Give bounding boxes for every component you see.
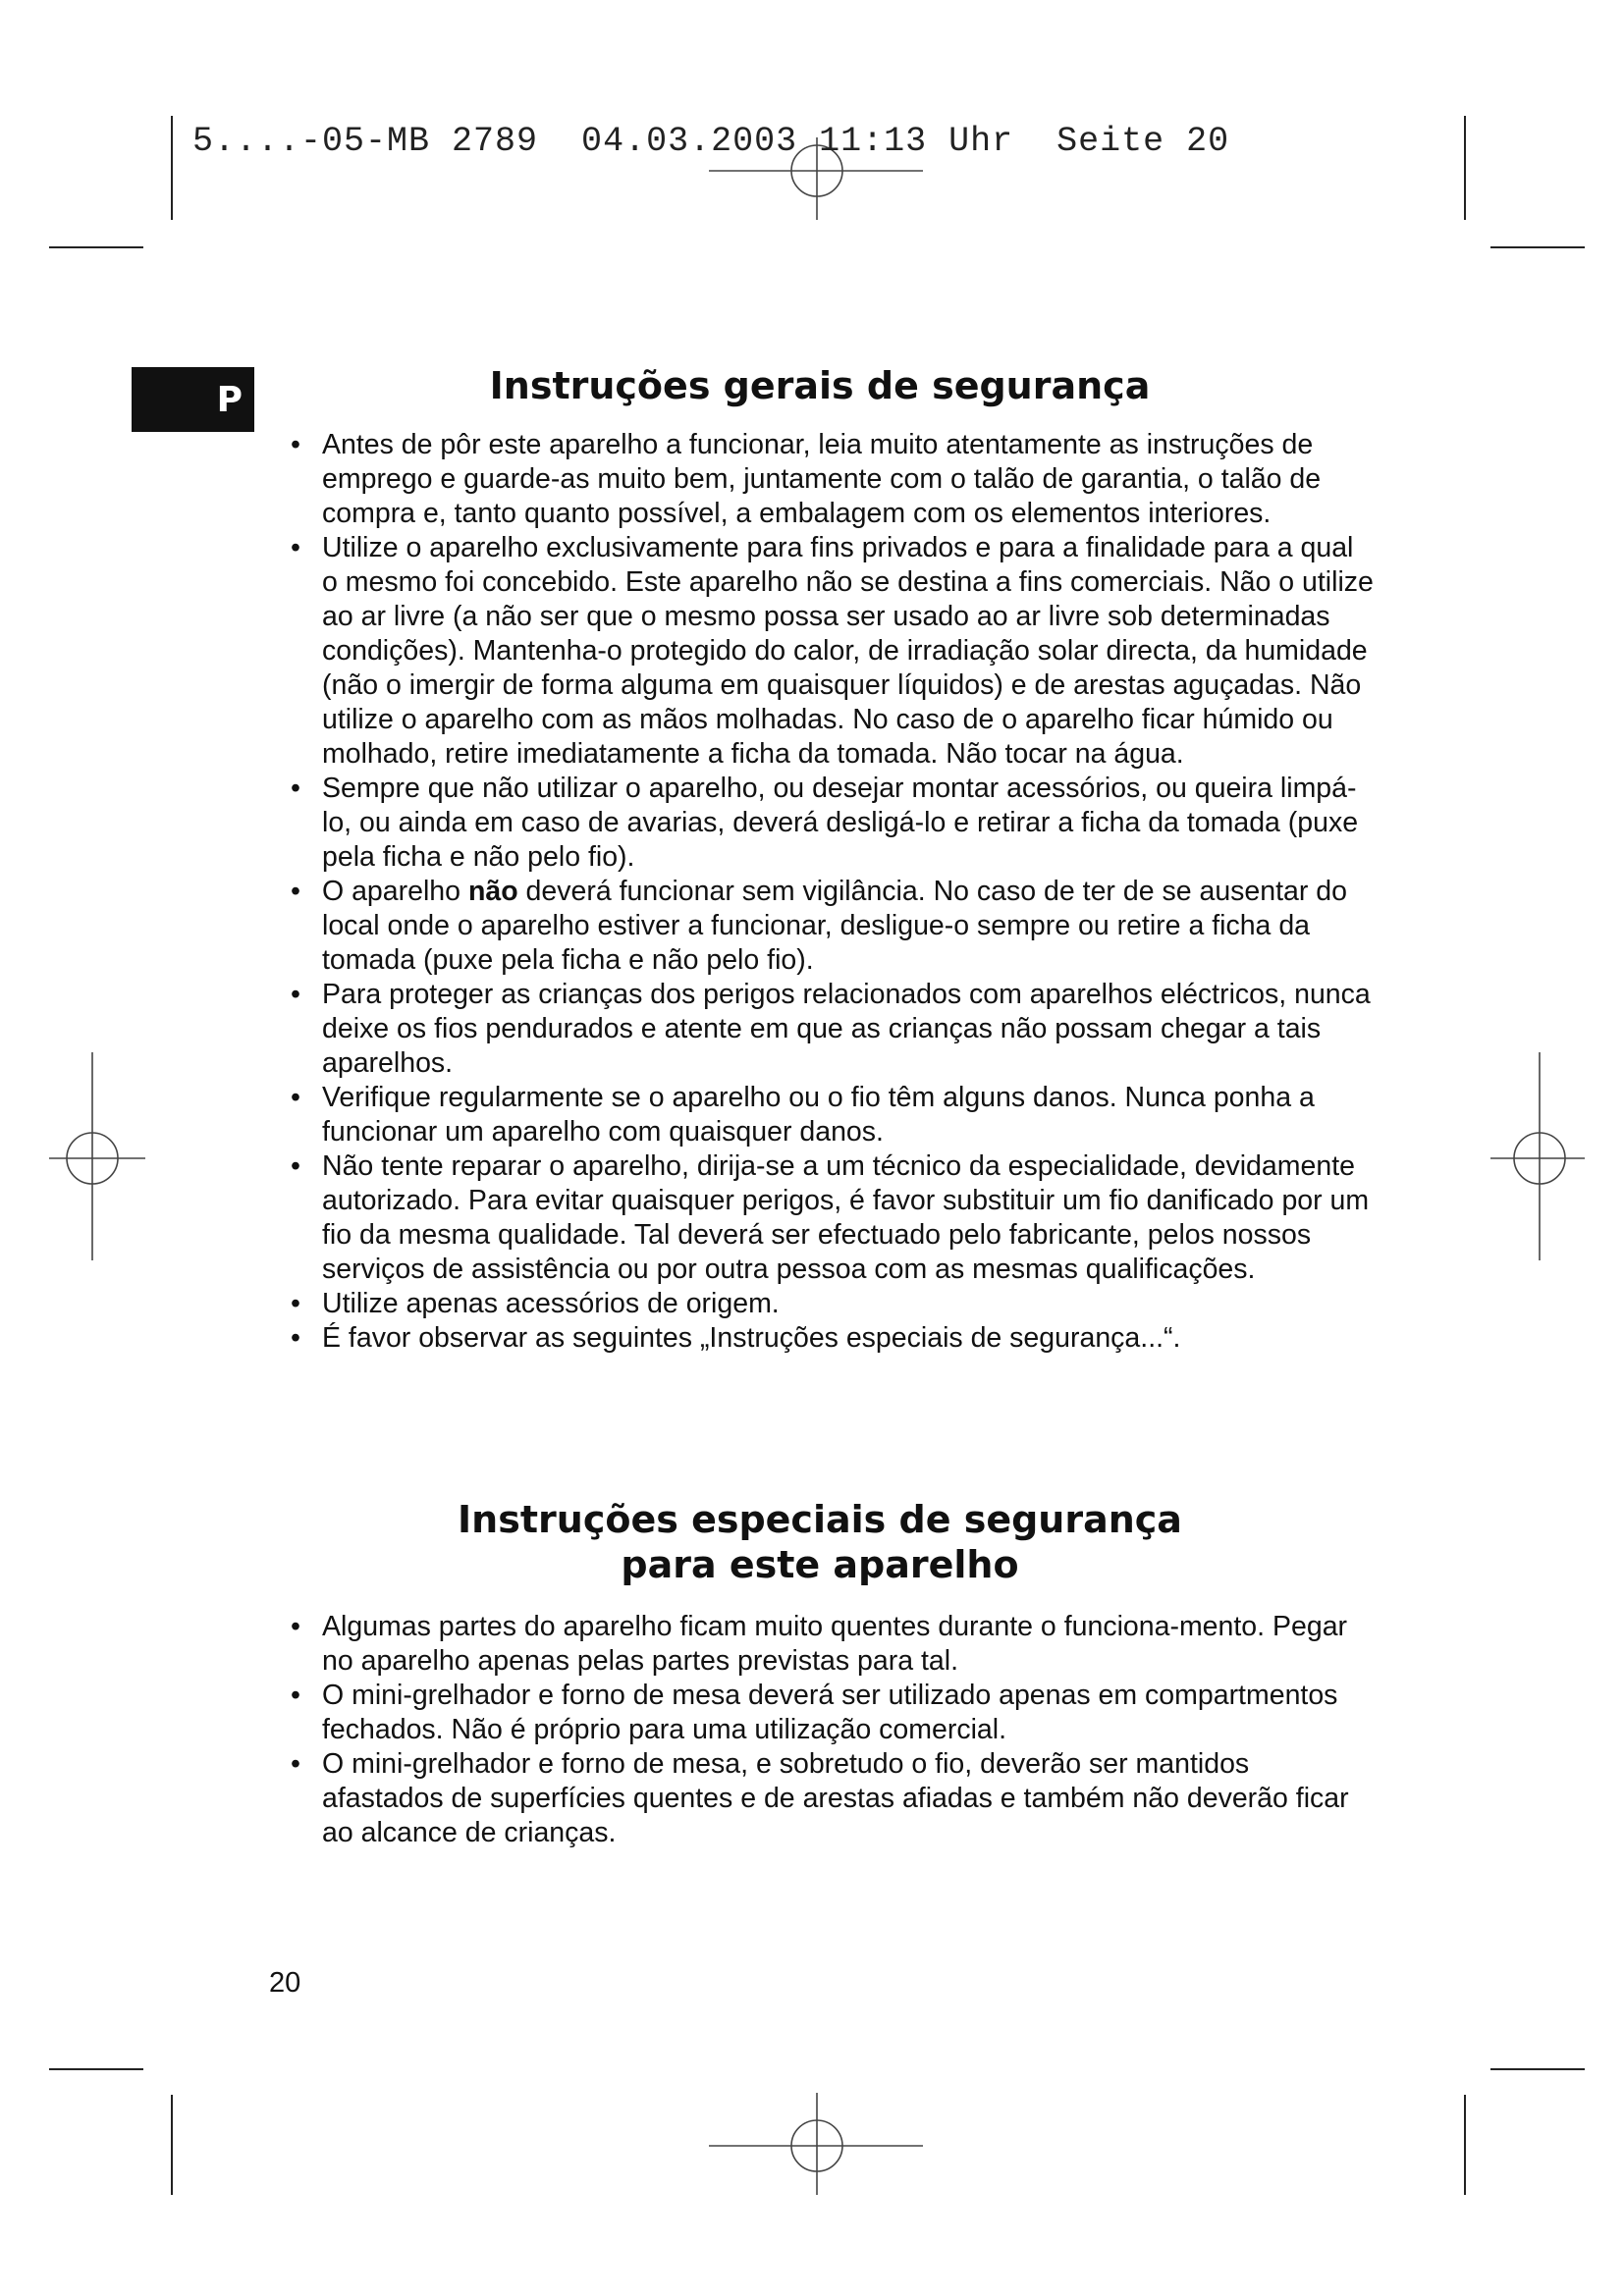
list-item: • O aparelho não deverá funcionar sem vigilância. No caso de ter de se ausentar do local onde o aparelho estiver a funcionar, desligue-o sempre ou retire a ficha da tomada (puxe pela ficha e não pelo fio). — [291, 876, 1348, 976]
print-slug-header: 5....-05-MB 2789 04.03.2003 11:13 Uhr Seite 20 — [192, 122, 1230, 161]
bullet-icon: • — [291, 979, 300, 1010]
bullet-icon: • — [291, 876, 300, 907]
list-item: • Para proteger as crianças dos perigos relacionados com aparelhos eléctricos, nunca deixe os fios pendurados e atente em que as crianças não possam chegar a tais aparelhos. — [291, 979, 1371, 1079]
bullet-icon: • — [291, 1748, 300, 1780]
bullet-icon: • — [291, 773, 300, 804]
section-title-line-1: Instruções especiais de segurança — [458, 1498, 1182, 1541]
bullet-icon: • — [291, 1680, 300, 1711]
section-title-special-safety — [265, 1497, 1375, 1587]
general-safety-list — [265, 428, 1375, 1356]
section-title-general-safety: Instruções gerais de segurança — [489, 364, 1151, 407]
list-item: • Antes de pôr este aparelho a funcionar, leia muito atentamente as instruções de emprego e guarde-as muito bem, juntamente com o talão de garantia, o talão de compra e, tanto quanto possível, a embalagem com os elementos interiores. — [291, 429, 1322, 529]
page-number: 20 — [269, 1967, 301, 1999]
list-item: • É favor observar as seguintes „Instruções especiais de segurança...“. — [291, 1322, 1181, 1354]
list-item: • Sempre que não utilizar o aparelho, ou desejar montar acessórios, ou queira limpá-lo, ou ainda em caso de avarias, deverá desligá-lo e retirar a ficha da tomada (puxe pela ficha e não pelo fio). — [291, 773, 1359, 873]
list-item: • Algumas partes do aparelho ficam muito quentes durante o funciona-mento. Pegar no aparelho apenas pelas partes previstas para tal. — [291, 1611, 1348, 1677]
bullet-icon: • — [291, 429, 300, 460]
bullet-icon: • — [291, 1082, 300, 1113]
section-title-line-2: para este aparelho — [621, 1543, 1019, 1586]
bullet-icon: • — [291, 1288, 300, 1319]
registration-mark-bottom — [709, 2093, 923, 2195]
registration-mark-left — [49, 1052, 145, 1260]
list-item: • O mini-grelhador e forno de mesa deverá ser utilizado apenas em compartmentos fechados. Não é próprio para uma utilização comercial. — [291, 1680, 1338, 1745]
emphasis-text: não — [467, 876, 518, 907]
special-safety-list — [265, 1610, 1375, 1850]
list-item: • Utilize apenas acessórios de origem. — [291, 1288, 780, 1319]
language-tab: P — [132, 367, 254, 432]
list-item: • Verifique regularmente se o aparelho ou o fio têm alguns danos. Nunca ponha a funcionar um aparelho com quaisquer danos. — [291, 1082, 1315, 1148]
bullet-icon: • — [291, 1150, 300, 1182]
list-item: • Não tente reparar o aparelho, dirija-se a um técnico da especialidade, devidamente autorizado. Para evitar quaisquer perigos, é favor substituir um fio danificado por um fio da mesma qualidade. Tal deverá ser efectuado pelo fabricante, pelos nossos serviços de assistência ou por outra pessoa com as mesmas qualificações. — [291, 1150, 1370, 1285]
bullet-icon: • — [291, 1322, 300, 1354]
list-item: • O mini-grelhador e forno de mesa, e sobretudo o fio, deverão ser mantidos afastados de superfícies quentes e de arestas afiadas e também não deverão ficar ao alcance de crianças. — [291, 1748, 1349, 1848]
bullet-icon: • — [291, 532, 300, 563]
registration-mark-right — [1490, 1052, 1585, 1260]
list-item: • Utilize o aparelho exclusivamente para fins privados e para a finalidade para a qual o mesmo foi concebido. Este aparelho não se destina a fins comerciais. Não o utilize ao ar livre (a não ser que o mesmo possa ser usado ao ar livre sob determinadas condições). Mantenha-o protegido do calor, de irradiação solar directa, da humidade (não o imergir de forma alguma em quaisquer líquidos) e de arestas aguçadas. Não utilize o aparelho com as mãos molhadas. No caso de o aparelho ficar húmido ou molhado, retire imediatamente a ficha da tomada. Não tocar na água. — [291, 532, 1374, 770]
bullet-icon: • — [291, 1611, 300, 1642]
